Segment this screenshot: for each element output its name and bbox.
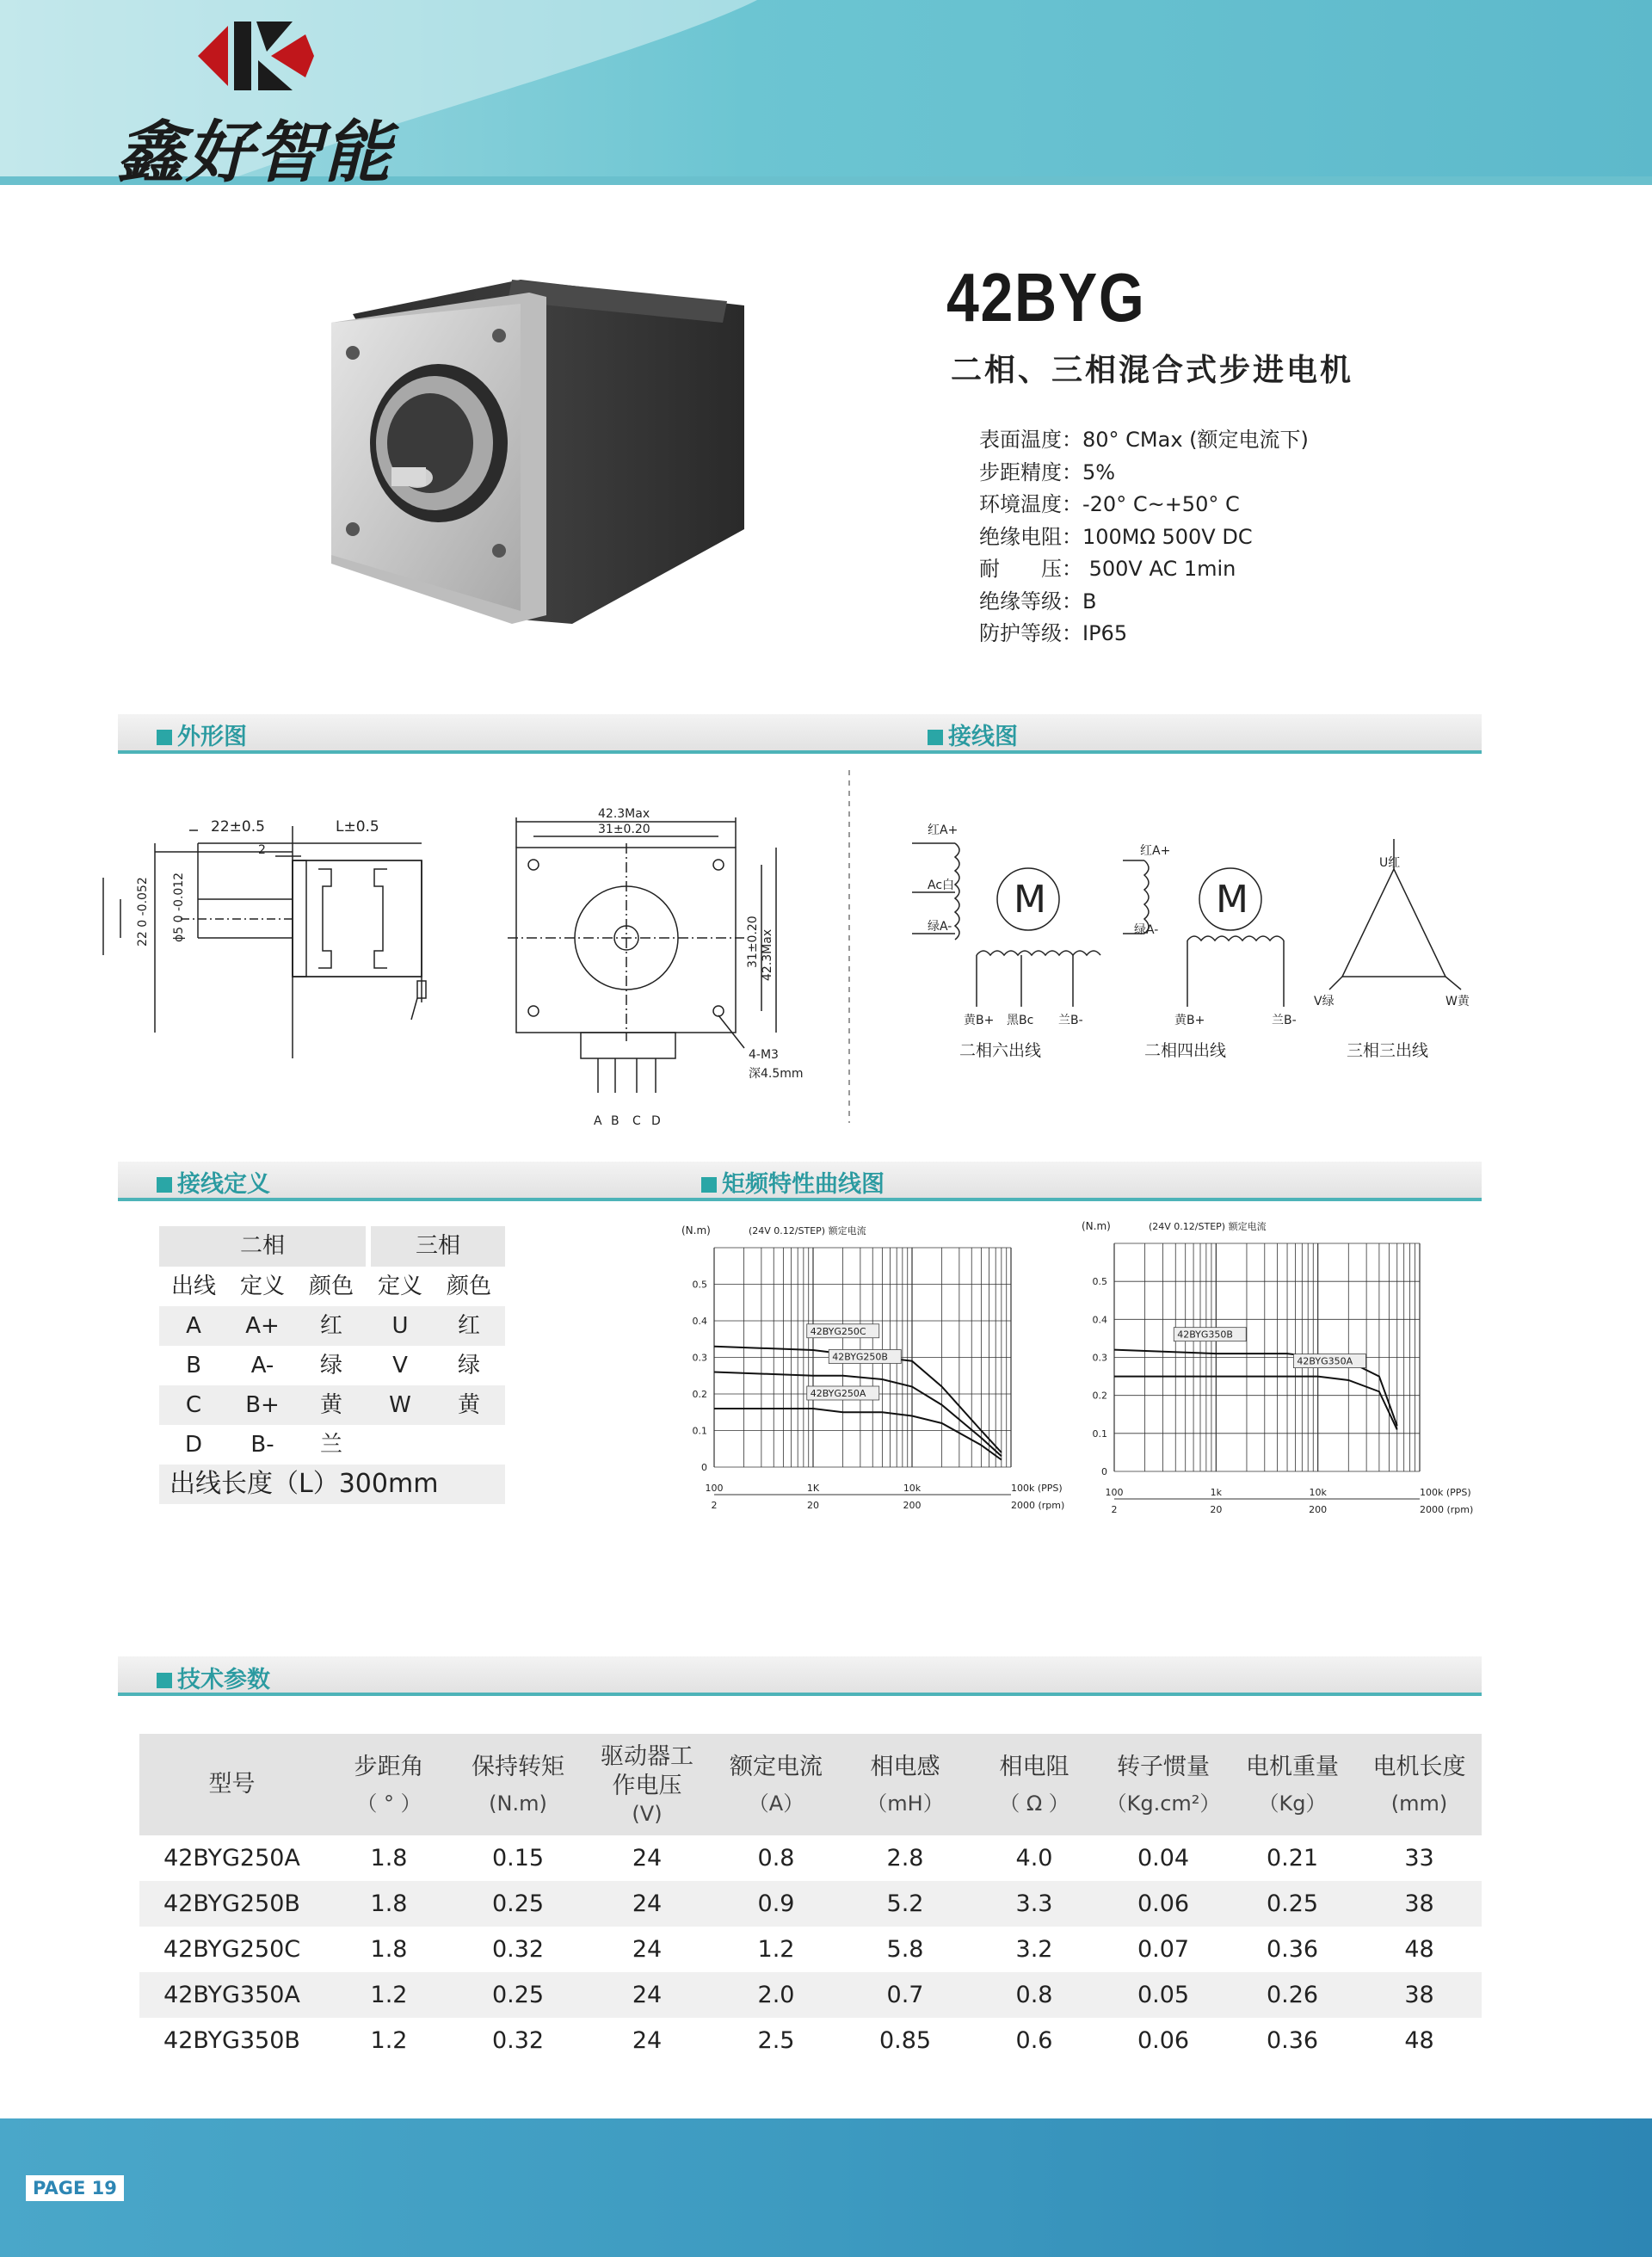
section-bar-drawings xyxy=(118,714,1482,754)
y-tick-label: 0.3 xyxy=(692,1352,707,1364)
value-cell: 0.07 xyxy=(1137,1936,1190,1963)
y-tick-label: 0.2 xyxy=(692,1389,707,1400)
model-cell: 42BYG350A xyxy=(139,1972,324,2018)
dim-hole-height: 31±0.20 xyxy=(746,916,760,968)
model-title: 42BYG xyxy=(946,259,1146,336)
value-cell: 1.8 xyxy=(370,1936,408,1963)
value-cell: 1.8 xyxy=(370,1845,408,1872)
col-lead: 出线 xyxy=(170,1273,216,1299)
y-tick-label: 0.4 xyxy=(1092,1314,1107,1326)
value-cell: 3.2 xyxy=(1015,1936,1053,1963)
x-tick-label-pps: 100k (PPS) xyxy=(1420,1487,1471,1498)
pin-label-a: A xyxy=(594,1114,602,1128)
value-cell: 2.0 xyxy=(712,1972,841,2018)
value-cell: 5.8 xyxy=(886,1936,924,1963)
dim-2: 2 xyxy=(258,843,266,857)
value-cell: 48 xyxy=(1404,1936,1434,1963)
wire4-label-red-a-plus: 红A+ xyxy=(1140,844,1171,858)
series-label: 42BYG250C xyxy=(810,1325,866,1337)
x-tick-label-pps: 10k xyxy=(1309,1487,1327,1498)
series-label: 42BYG350B xyxy=(1177,1329,1233,1341)
dim-flange-diameter: 22 0 -0.052 xyxy=(136,877,150,947)
x-tick-label-rpm: 20 xyxy=(1210,1504,1223,1515)
series-line-42byg250b xyxy=(714,1372,1002,1457)
y-tick-label: 0.5 xyxy=(1092,1276,1107,1288)
y-tick-label: 0 xyxy=(701,1462,707,1473)
value-cell: 0.25 xyxy=(453,1972,583,2018)
th-rotor-inertia: 转子惯量 （Kg.cm²） xyxy=(1099,1734,1228,1835)
value-cell: 0.25 xyxy=(1228,1881,1357,1927)
spec-protection-class: 防护等级：IP65 xyxy=(979,621,1128,645)
wire4-label-blue-b-minus: 兰B- xyxy=(1272,1014,1297,1027)
value-cell: 0.32 xyxy=(491,2027,545,2054)
spec-surface-temp: 表面温度：80° CMax (额定电流下) xyxy=(979,428,1309,452)
value-cell: 0.7 xyxy=(841,1972,970,2018)
wire-label-green-a-minus: 绿A- xyxy=(928,920,952,934)
section-title-outline: 外形图 xyxy=(157,718,247,751)
wire3-label-w-yellow: W黄 xyxy=(1446,995,1470,1008)
wire4-label-yellow-b-plus: 黄B+ xyxy=(1174,1014,1205,1027)
table-row xyxy=(139,2018,1482,2063)
th-motor-weight: 电机重量 （Kg） xyxy=(1228,1734,1357,1835)
col-def-three: 定义 xyxy=(377,1273,422,1299)
wiring-def-col-header xyxy=(159,1267,505,1306)
section-title-wiring: 接线图 xyxy=(928,718,1018,751)
section-title-wiring-def: 接线定义 xyxy=(157,1165,270,1199)
x-tick-label-rpm: 2 xyxy=(1111,1504,1118,1515)
value-cell: 33 xyxy=(1404,1845,1434,1872)
y-tick-label: 0.1 xyxy=(1092,1428,1107,1440)
value-cell: 0.36 xyxy=(1266,2027,1319,2054)
wire4-label-green-a-minus: 绿A- xyxy=(1134,923,1159,937)
motor-photo xyxy=(314,271,744,641)
caption-two-phase-four: 二相四出线 xyxy=(1144,1041,1227,1060)
value-cell: 0.15 xyxy=(491,1845,545,1872)
tech-params-table xyxy=(139,1734,1482,2063)
value-cell: 0.04 xyxy=(1137,1845,1190,1872)
table-row xyxy=(139,1881,1482,1927)
th-driver-voltage: 驱动器工作电压 (V) xyxy=(583,1734,712,1835)
value-cell: 2.5 xyxy=(757,2027,795,2054)
dim-thread: 4-M3 xyxy=(749,1048,779,1062)
wiring-def-table xyxy=(159,1226,505,1504)
x-tick-label-pps: 100 xyxy=(1105,1487,1124,1498)
value-cell: 0.6 xyxy=(1015,2027,1053,2054)
x-tick-label-rpm: 2000 (rpm) xyxy=(1420,1504,1474,1515)
value-cell: 24 xyxy=(583,1881,712,1927)
spec-withstand-voltage: 耐 压： 500V AC 1min xyxy=(979,557,1236,581)
dim-hole-width: 31±0.20 xyxy=(598,823,650,836)
value-cell: 48 xyxy=(1404,2027,1434,2054)
dim-body-length: L±0.5 xyxy=(336,818,379,836)
spec-list xyxy=(979,424,1309,651)
value-cell: 2.8 xyxy=(886,1845,924,1872)
brand-logo-icon xyxy=(198,17,318,95)
brand-name: 鑫好智能 xyxy=(117,114,393,192)
value-cell: 3.3 xyxy=(970,1881,1099,1927)
wire-label-blue-b-minus: 兰B- xyxy=(1058,1014,1083,1027)
x-tick-label-rpm: 200 xyxy=(903,1500,922,1511)
torque-chart-350 xyxy=(1080,1218,1484,1536)
y-axis-unit: (N.m) xyxy=(681,1224,711,1236)
pin-label-d: D xyxy=(651,1114,661,1128)
value-cell: 24 xyxy=(583,1972,712,2018)
x-tick-label-rpm: 2 xyxy=(711,1500,718,1511)
value-cell: 0.9 xyxy=(712,1881,841,1927)
value-cell: 38 xyxy=(1357,1972,1482,2018)
th-phase-inductance: 相电感 （mH） xyxy=(841,1734,970,1835)
th-holding-torque: 保持转矩 (N.m) xyxy=(453,1734,583,1835)
dim-depth: 深4.5mm xyxy=(749,1067,804,1081)
drawing-divider xyxy=(848,770,851,1123)
outline-drawing xyxy=(129,774,835,1136)
wire-label-black-bc: 黑Bc xyxy=(1007,1014,1034,1027)
series-label: 42BYG250A xyxy=(810,1388,866,1399)
value-cell: 24 xyxy=(632,1845,663,1872)
wire-label-white-ac: Ac白 xyxy=(928,879,955,892)
spec-step-accuracy: 步距精度：5% xyxy=(979,459,1116,484)
x-tick-label-pps: 100 xyxy=(705,1483,724,1494)
x-tick-label-rpm: 200 xyxy=(1309,1504,1328,1515)
dim-max-height: 42.3Max xyxy=(761,928,774,981)
chart-title: (24V 0.12/STEP) 额定电流 xyxy=(749,1225,866,1236)
value-cell: 0.26 xyxy=(1228,1972,1357,2018)
wire-label-yellow-b-plus: 黄B+ xyxy=(964,1014,995,1027)
th-motor-length: 电机长度 (mm) xyxy=(1357,1734,1482,1835)
value-cell: 1.8 xyxy=(324,1881,453,1927)
value-cell: 0.05 xyxy=(1099,1972,1228,2018)
th-step-angle: 步距角 （ ° ） xyxy=(324,1734,453,1835)
value-cell: 0.8 xyxy=(757,1845,795,1872)
value-cell: 38 xyxy=(1357,1881,1482,1927)
section-title-tech-params: 技术参数 xyxy=(157,1661,270,1694)
wire-label-red-a-plus: 红A+ xyxy=(928,823,959,837)
value-cell: 1.2 xyxy=(757,1936,795,1963)
model-cell: 42BYG250B xyxy=(139,1881,324,1927)
wiring-diagram xyxy=(903,813,1470,1071)
value-cell: 0.36 xyxy=(1266,1936,1319,1963)
value-cell: 0.85 xyxy=(878,2027,932,2054)
value-cell: 5.2 xyxy=(841,1881,970,1927)
th-model: 型号 xyxy=(139,1734,324,1835)
value-cell: 24 xyxy=(632,2027,663,2054)
model-subtitle: 二相、三相混合式步进电机 xyxy=(951,353,1354,388)
col-color-two: 颜色 xyxy=(308,1273,354,1299)
pin-label-c: C xyxy=(632,1114,641,1128)
y-tick-label: 0.1 xyxy=(692,1425,707,1437)
series-label: 42BYG350A xyxy=(1297,1355,1353,1367)
model-cell: 42BYG350B xyxy=(163,2027,300,2054)
value-cell: 0.32 xyxy=(491,1936,545,1963)
value-cell: 1.2 xyxy=(324,1972,453,2018)
y-tick-label: 0.3 xyxy=(1092,1352,1107,1364)
table-row: D B- 兰 xyxy=(184,1432,342,1458)
th-rated-current: 额定电流 （A） xyxy=(712,1734,841,1835)
table-row: B A- 绿 V 绿 xyxy=(186,1353,480,1378)
motor-symbol-six: M xyxy=(1014,878,1046,922)
y-tick-label: 0.5 xyxy=(692,1279,707,1291)
x-tick-label-pps: 10k xyxy=(903,1483,922,1494)
page-number: PAGE 19 xyxy=(26,2175,124,2201)
series-line-42byg350a xyxy=(1114,1377,1397,1430)
dim-shaft-diameter: ϕ5 0 -0.012 xyxy=(172,872,186,942)
series-label: 42BYG250B xyxy=(832,1351,888,1363)
dim-max-width: 42.3Max xyxy=(598,807,650,821)
table-row xyxy=(139,1972,1482,2018)
x-tick-label-pps: 1k xyxy=(1210,1487,1223,1498)
group-three-phase: 三相 xyxy=(371,1226,505,1267)
table-row: A A+ 红 U 红 xyxy=(159,1306,505,1346)
footer-band xyxy=(0,2118,1652,2257)
wiring-def-group-header xyxy=(159,1226,505,1267)
group-two-phase: 二相 xyxy=(159,1226,366,1267)
model-cell: 42BYG250A xyxy=(163,1845,300,1872)
x-tick-label-pps: 1K xyxy=(806,1483,820,1494)
table-row xyxy=(139,1835,1482,1881)
y-axis-unit: (N.m) xyxy=(1082,1220,1111,1232)
y-tick-label: 0 xyxy=(1101,1466,1107,1477)
caption-two-phase-six: 二相六出线 xyxy=(959,1041,1042,1060)
value-cell: 24 xyxy=(632,1936,663,1963)
value-cell: 1.2 xyxy=(370,2027,408,2054)
model-cell: 42BYG250C xyxy=(163,1936,301,1963)
x-tick-label-rpm: 20 xyxy=(807,1500,819,1511)
series-line-42byg250a xyxy=(714,1409,1002,1460)
table-row: C B+ 黄 W 黄 xyxy=(159,1385,505,1425)
value-cell: 4.0 xyxy=(1015,1845,1053,1872)
value-cell: 0.06 xyxy=(1137,2027,1190,2054)
value-cell: 0.8 xyxy=(970,1972,1099,2018)
col-def-two: 定义 xyxy=(239,1273,285,1299)
y-tick-label: 0.4 xyxy=(692,1316,707,1327)
value-cell: 0.25 xyxy=(453,1881,583,1927)
lead-length: 出线长度（L）300mm xyxy=(159,1465,505,1504)
section-title-torque-curve: 矩频特性曲线图 xyxy=(701,1165,885,1199)
caption-three-phase-three: 三相三出线 xyxy=(1347,1041,1429,1060)
col-color-three: 颜色 xyxy=(446,1273,491,1299)
table-row xyxy=(139,1927,1482,1972)
wire3-label-v-green: V绿 xyxy=(1314,995,1335,1008)
spec-insulation-class: 绝缘等级：B xyxy=(979,589,1097,614)
tech-table-header xyxy=(139,1734,1482,1835)
torque-chart-250 xyxy=(680,1222,1076,1532)
pin-label-b: B xyxy=(611,1114,620,1128)
value-cell: 0.21 xyxy=(1266,1845,1319,1872)
wire3-label-u-red: U红 xyxy=(1379,856,1401,870)
chart-title: (24V 0.12/STEP) 额定电流 xyxy=(1149,1221,1267,1232)
x-tick-label-pps: 100k (PPS) xyxy=(1011,1483,1063,1494)
spec-ambient-temp: 环境温度：-20° C~+50° C xyxy=(979,492,1240,516)
y-tick-label: 0.2 xyxy=(1092,1390,1107,1402)
motor-symbol-four: M xyxy=(1216,878,1248,922)
dim-shaft-length: 22±0.5 xyxy=(211,818,265,836)
spec-insulation-resistance: 绝缘电阻：100MΩ 500V DC xyxy=(979,524,1253,549)
x-tick-label-rpm: 2000 (rpm) xyxy=(1011,1500,1065,1511)
value-cell: 0.06 xyxy=(1099,1881,1228,1927)
th-phase-resistance: 相电阻 （ Ω ） xyxy=(970,1734,1099,1835)
section-bar-tech xyxy=(118,1656,1482,1696)
